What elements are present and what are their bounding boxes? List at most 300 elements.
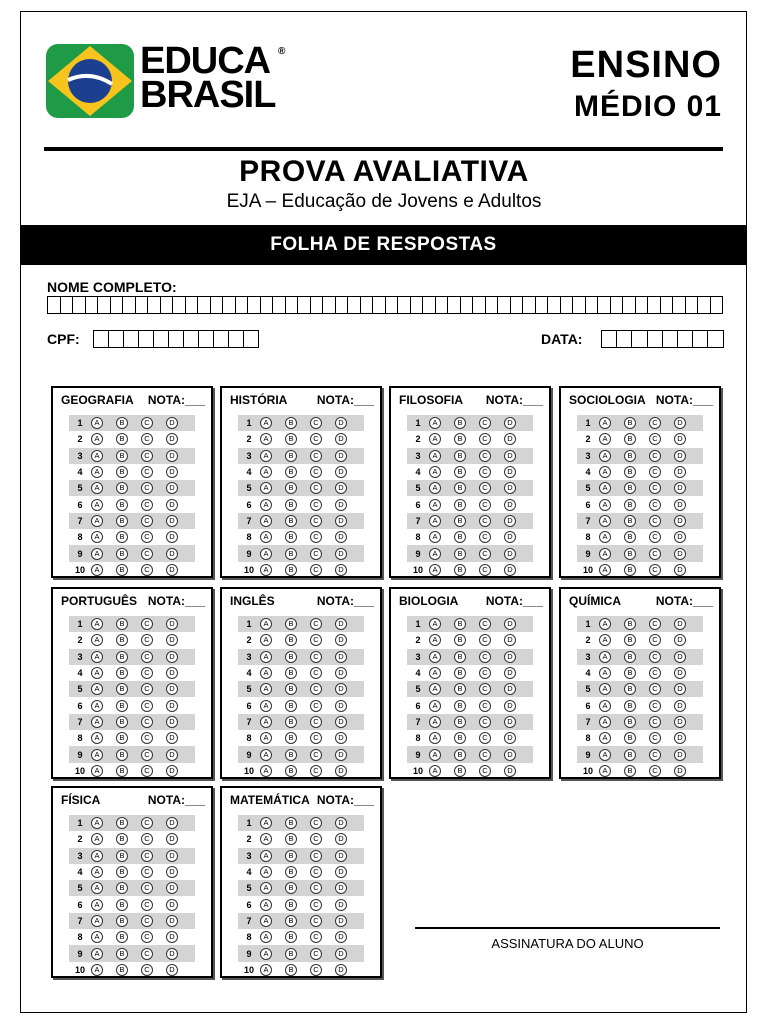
char-box[interactable] (598, 296, 611, 314)
answer-bubble[interactable]: D (674, 499, 686, 511)
name-field[interactable] (47, 296, 723, 314)
answer-bubble[interactable]: B (454, 618, 466, 630)
answer-bubble[interactable]: D (166, 732, 178, 744)
answer-bubble[interactable]: B (285, 634, 297, 646)
answer-bubble[interactable]: C (479, 466, 491, 478)
char-box[interactable] (436, 296, 449, 314)
answer-bubble[interactable]: A (599, 716, 611, 728)
answer-bubble[interactable]: A (429, 732, 441, 744)
answer-bubble[interactable]: D (335, 433, 347, 445)
answer-bubble[interactable]: C (479, 716, 491, 728)
char-box[interactable] (348, 296, 361, 314)
answer-bubble[interactable]: D (674, 634, 686, 646)
answer-bubble[interactable]: A (260, 899, 272, 911)
char-box[interactable] (244, 330, 259, 348)
answer-bubble[interactable]: D (335, 915, 347, 927)
answer-bubble[interactable]: D (166, 531, 178, 543)
answer-bubble[interactable]: C (310, 765, 322, 777)
answer-bubble[interactable]: C (649, 749, 661, 761)
answer-bubble[interactable]: A (260, 866, 272, 878)
answer-bubble[interactable]: C (141, 765, 153, 777)
answer-bubble[interactable]: D (674, 417, 686, 429)
char-box[interactable] (398, 296, 411, 314)
answer-bubble[interactable]: A (91, 634, 103, 646)
answer-bubble[interactable]: C (141, 833, 153, 845)
answer-bubble[interactable]: B (624, 700, 636, 712)
answer-bubble[interactable]: D (335, 749, 347, 761)
answer-bubble[interactable]: C (141, 634, 153, 646)
char-box[interactable] (94, 330, 109, 348)
answer-bubble[interactable]: C (649, 417, 661, 429)
answer-bubble[interactable]: C (649, 531, 661, 543)
answer-bubble[interactable]: A (599, 433, 611, 445)
answer-bubble[interactable]: A (599, 749, 611, 761)
char-box[interactable] (248, 296, 261, 314)
answer-bubble[interactable]: B (454, 466, 466, 478)
char-box[interactable] (273, 296, 286, 314)
answer-bubble[interactable]: A (260, 515, 272, 527)
answer-bubble[interactable]: C (141, 651, 153, 663)
answer-bubble[interactable]: A (91, 899, 103, 911)
char-box[interactable] (86, 296, 99, 314)
answer-bubble[interactable]: B (454, 749, 466, 761)
answer-bubble[interactable]: A (429, 417, 441, 429)
answer-bubble[interactable]: D (504, 564, 516, 576)
answer-bubble[interactable]: B (116, 531, 128, 543)
answer-bubble[interactable]: D (674, 700, 686, 712)
answer-bubble[interactable]: B (285, 716, 297, 728)
answer-bubble[interactable]: B (285, 618, 297, 630)
nota-field[interactable]: NOTA:___ (655, 393, 713, 407)
answer-bubble[interactable]: D (504, 499, 516, 511)
answer-bubble[interactable]: A (599, 564, 611, 576)
answer-bubble[interactable]: D (166, 450, 178, 462)
answer-bubble[interactable]: D (504, 515, 516, 527)
answer-bubble[interactable]: D (674, 765, 686, 777)
answer-bubble[interactable]: B (116, 515, 128, 527)
answer-bubble[interactable]: A (260, 915, 272, 927)
answer-bubble[interactable]: D (166, 466, 178, 478)
answer-bubble[interactable]: B (285, 817, 297, 829)
char-box[interactable] (461, 296, 474, 314)
char-box[interactable] (298, 296, 311, 314)
char-box[interactable] (473, 296, 486, 314)
nota-field[interactable]: NOTA:___ (147, 594, 205, 608)
char-box[interactable] (617, 330, 632, 348)
answer-bubble[interactable]: B (454, 499, 466, 511)
answer-bubble[interactable]: C (649, 450, 661, 462)
answer-bubble[interactable]: C (141, 482, 153, 494)
answer-bubble[interactable]: B (454, 716, 466, 728)
answer-bubble[interactable]: A (599, 634, 611, 646)
answer-bubble[interactable]: A (260, 931, 272, 943)
answer-bubble[interactable]: B (285, 667, 297, 679)
char-box[interactable] (678, 330, 693, 348)
answer-bubble[interactable]: A (91, 716, 103, 728)
answer-bubble[interactable]: A (599, 466, 611, 478)
answer-bubble[interactable]: B (116, 466, 128, 478)
char-box[interactable] (198, 296, 211, 314)
answer-bubble[interactable]: A (91, 667, 103, 679)
answer-bubble[interactable]: B (116, 683, 128, 695)
char-box[interactable] (708, 330, 723, 348)
answer-bubble[interactable]: B (116, 482, 128, 494)
answer-bubble[interactable]: A (260, 683, 272, 695)
nota-field[interactable]: NOTA:___ (485, 594, 543, 608)
char-box[interactable] (123, 296, 136, 314)
char-box[interactable] (161, 296, 174, 314)
answer-bubble[interactable]: B (454, 482, 466, 494)
answer-bubble[interactable]: B (116, 765, 128, 777)
answer-bubble[interactable]: C (141, 915, 153, 927)
answer-bubble[interactable]: D (674, 515, 686, 527)
char-box[interactable] (223, 296, 236, 314)
answer-bubble[interactable]: A (429, 466, 441, 478)
answer-bubble[interactable]: D (335, 667, 347, 679)
answer-bubble[interactable]: C (310, 817, 322, 829)
answer-bubble[interactable]: C (310, 964, 322, 976)
answer-bubble[interactable]: D (674, 482, 686, 494)
answer-bubble[interactable]: C (141, 817, 153, 829)
answer-bubble[interactable]: D (166, 850, 178, 862)
char-box[interactable] (693, 330, 708, 348)
answer-bubble[interactable]: D (335, 866, 347, 878)
char-box[interactable] (611, 296, 624, 314)
answer-bubble[interactable]: C (310, 948, 322, 960)
answer-bubble[interactable]: C (310, 716, 322, 728)
answer-bubble[interactable]: B (624, 667, 636, 679)
answer-bubble[interactable]: B (116, 618, 128, 630)
char-box[interactable] (361, 296, 374, 314)
answer-bubble[interactable]: B (624, 732, 636, 744)
answer-bubble[interactable]: A (599, 548, 611, 560)
char-box[interactable] (261, 296, 274, 314)
answer-bubble[interactable]: A (91, 700, 103, 712)
char-box[interactable] (636, 296, 649, 314)
answer-bubble[interactable]: D (335, 548, 347, 560)
answer-bubble[interactable]: C (141, 964, 153, 976)
answer-bubble[interactable]: A (91, 866, 103, 878)
answer-bubble[interactable]: A (260, 964, 272, 976)
answer-bubble[interactable]: C (310, 749, 322, 761)
answer-bubble[interactable]: D (504, 749, 516, 761)
answer-bubble[interactable]: D (335, 466, 347, 478)
answer-bubble[interactable]: C (649, 716, 661, 728)
answer-bubble[interactable]: D (335, 833, 347, 845)
answer-bubble[interactable]: D (335, 482, 347, 494)
char-box[interactable] (139, 330, 154, 348)
char-box[interactable] (286, 296, 299, 314)
char-box[interactable] (311, 296, 324, 314)
char-box[interactable] (511, 296, 524, 314)
char-box[interactable] (632, 330, 647, 348)
answer-bubble[interactable]: A (91, 817, 103, 829)
answer-bubble[interactable]: B (624, 548, 636, 560)
answer-bubble[interactable]: C (479, 548, 491, 560)
answer-bubble[interactable]: B (116, 749, 128, 761)
answer-bubble[interactable]: C (310, 450, 322, 462)
answer-bubble[interactable]: B (454, 634, 466, 646)
nota-field[interactable]: NOTA:___ (485, 393, 543, 407)
answer-bubble[interactable]: B (624, 564, 636, 576)
answer-bubble[interactable]: C (310, 882, 322, 894)
answer-bubble[interactable]: B (285, 450, 297, 462)
answer-bubble[interactable]: B (454, 548, 466, 560)
answer-bubble[interactable]: A (91, 548, 103, 560)
answer-bubble[interactable]: C (649, 765, 661, 777)
nota-field[interactable]: NOTA:___ (147, 393, 205, 407)
char-box[interactable] (136, 296, 149, 314)
answer-bubble[interactable]: C (649, 515, 661, 527)
answer-bubble[interactable]: A (429, 548, 441, 560)
answer-bubble[interactable]: B (116, 499, 128, 511)
answer-bubble[interactable]: D (166, 716, 178, 728)
answer-bubble[interactable]: C (141, 531, 153, 543)
answer-bubble[interactable]: D (166, 618, 178, 630)
answer-bubble[interactable]: A (260, 817, 272, 829)
answer-bubble[interactable]: D (504, 634, 516, 646)
answer-bubble[interactable]: B (624, 716, 636, 728)
answer-bubble[interactable]: A (599, 499, 611, 511)
answer-bubble[interactable]: A (91, 450, 103, 462)
answer-bubble[interactable]: D (335, 716, 347, 728)
answer-bubble[interactable]: D (335, 417, 347, 429)
answer-bubble[interactable]: C (310, 915, 322, 927)
answer-bubble[interactable]: A (91, 882, 103, 894)
char-box[interactable] (184, 330, 199, 348)
answer-bubble[interactable]: A (260, 882, 272, 894)
char-box[interactable] (523, 296, 536, 314)
answer-bubble[interactable]: A (429, 433, 441, 445)
answer-bubble[interactable]: B (116, 833, 128, 845)
answer-bubble[interactable]: C (649, 651, 661, 663)
answer-bubble[interactable]: B (116, 964, 128, 976)
answer-bubble[interactable]: C (479, 564, 491, 576)
answer-bubble[interactable]: C (310, 683, 322, 695)
char-box[interactable] (199, 330, 214, 348)
answer-bubble[interactable]: B (624, 450, 636, 462)
answer-bubble[interactable]: C (141, 882, 153, 894)
answer-bubble[interactable]: C (310, 866, 322, 878)
answer-bubble[interactable]: A (91, 417, 103, 429)
answer-bubble[interactable]: B (624, 634, 636, 646)
answer-bubble[interactable]: C (141, 466, 153, 478)
answer-bubble[interactable]: D (504, 450, 516, 462)
answer-bubble[interactable]: C (310, 667, 322, 679)
char-box[interactable] (673, 296, 686, 314)
char-box[interactable] (561, 296, 574, 314)
answer-bubble[interactable]: A (260, 482, 272, 494)
answer-bubble[interactable]: A (429, 634, 441, 646)
answer-bubble[interactable]: D (504, 417, 516, 429)
answer-bubble[interactable]: D (674, 450, 686, 462)
answer-bubble[interactable]: D (166, 899, 178, 911)
answer-bubble[interactable]: C (141, 716, 153, 728)
answer-bubble[interactable]: A (91, 651, 103, 663)
answer-bubble[interactable]: C (649, 499, 661, 511)
answer-bubble[interactable]: D (335, 732, 347, 744)
answer-bubble[interactable]: B (285, 899, 297, 911)
signature-line[interactable] (415, 927, 720, 929)
answer-bubble[interactable]: D (504, 651, 516, 663)
answer-bubble[interactable]: C (141, 850, 153, 862)
answer-bubble[interactable]: C (310, 482, 322, 494)
answer-bubble[interactable]: D (504, 716, 516, 728)
answer-bubble[interactable]: D (335, 683, 347, 695)
answer-bubble[interactable]: D (166, 749, 178, 761)
answer-bubble[interactable]: B (285, 433, 297, 445)
answer-bubble[interactable]: D (674, 683, 686, 695)
answer-bubble[interactable]: B (285, 651, 297, 663)
answer-bubble[interactable]: D (166, 948, 178, 960)
answer-bubble[interactable]: B (454, 683, 466, 695)
answer-bubble[interactable]: B (285, 732, 297, 744)
char-box[interactable] (536, 296, 549, 314)
cpf-field[interactable] (93, 330, 259, 348)
char-box[interactable] (386, 296, 399, 314)
char-box[interactable] (169, 330, 184, 348)
answer-bubble[interactable]: D (335, 850, 347, 862)
answer-bubble[interactable]: D (335, 564, 347, 576)
answer-bubble[interactable]: B (454, 667, 466, 679)
answer-bubble[interactable]: A (91, 499, 103, 511)
answer-bubble[interactable]: B (454, 417, 466, 429)
answer-bubble[interactable]: B (285, 882, 297, 894)
answer-bubble[interactable]: A (260, 651, 272, 663)
answer-bubble[interactable]: C (649, 732, 661, 744)
answer-bubble[interactable]: D (166, 833, 178, 845)
answer-bubble[interactable]: D (166, 765, 178, 777)
answer-bubble[interactable]: D (166, 817, 178, 829)
answer-bubble[interactable]: A (260, 466, 272, 478)
answer-bubble[interactable]: D (674, 716, 686, 728)
answer-bubble[interactable]: D (674, 531, 686, 543)
char-box[interactable] (111, 296, 124, 314)
answer-bubble[interactable]: C (141, 948, 153, 960)
answer-bubble[interactable]: B (116, 700, 128, 712)
answer-bubble[interactable]: C (141, 683, 153, 695)
answer-bubble[interactable]: C (479, 482, 491, 494)
answer-bubble[interactable]: C (310, 899, 322, 911)
answer-bubble[interactable]: D (166, 417, 178, 429)
answer-bubble[interactable]: C (141, 866, 153, 878)
answer-bubble[interactable]: C (310, 700, 322, 712)
answer-bubble[interactable]: A (429, 749, 441, 761)
answer-bubble[interactable]: A (429, 482, 441, 494)
answer-bubble[interactable]: C (310, 618, 322, 630)
char-box[interactable] (648, 296, 661, 314)
answer-bubble[interactable]: A (260, 417, 272, 429)
answer-bubble[interactable]: D (166, 515, 178, 527)
answer-bubble[interactable]: A (260, 499, 272, 511)
answer-bubble[interactable]: B (454, 515, 466, 527)
char-box[interactable] (73, 296, 86, 314)
answer-bubble[interactable]: B (454, 564, 466, 576)
answer-bubble[interactable]: D (674, 433, 686, 445)
char-box[interactable] (373, 296, 386, 314)
char-box[interactable] (573, 296, 586, 314)
answer-bubble[interactable]: D (166, 548, 178, 560)
answer-bubble[interactable]: C (649, 548, 661, 560)
answer-bubble[interactable]: C (649, 634, 661, 646)
answer-bubble[interactable]: A (599, 531, 611, 543)
answer-bubble[interactable]: C (141, 450, 153, 462)
answer-bubble[interactable]: C (649, 618, 661, 630)
answer-bubble[interactable]: D (166, 683, 178, 695)
answer-bubble[interactable]: A (260, 700, 272, 712)
answer-bubble[interactable]: D (335, 964, 347, 976)
answer-bubble[interactable]: C (141, 417, 153, 429)
answer-bubble[interactable]: B (116, 882, 128, 894)
answer-bubble[interactable]: B (116, 866, 128, 878)
answer-bubble[interactable]: A (599, 765, 611, 777)
answer-bubble[interactable]: A (599, 683, 611, 695)
answer-bubble[interactable]: A (599, 667, 611, 679)
answer-bubble[interactable]: A (429, 700, 441, 712)
char-box[interactable] (663, 330, 678, 348)
answer-bubble[interactable]: C (479, 651, 491, 663)
nota-field[interactable]: NOTA:___ (316, 793, 374, 807)
answer-bubble[interactable]: B (116, 634, 128, 646)
answer-bubble[interactable]: B (454, 651, 466, 663)
answer-bubble[interactable]: D (166, 564, 178, 576)
answer-bubble[interactable]: D (166, 499, 178, 511)
answer-bubble[interactable]: B (285, 850, 297, 862)
answer-bubble[interactable]: D (166, 634, 178, 646)
char-box[interactable] (323, 296, 336, 314)
answer-bubble[interactable]: C (649, 433, 661, 445)
answer-bubble[interactable]: B (285, 482, 297, 494)
answer-bubble[interactable]: A (429, 667, 441, 679)
answer-bubble[interactable]: A (599, 732, 611, 744)
char-box[interactable] (61, 296, 74, 314)
answer-bubble[interactable]: C (141, 515, 153, 527)
answer-bubble[interactable]: A (91, 915, 103, 927)
char-box[interactable] (586, 296, 599, 314)
char-box[interactable] (236, 296, 249, 314)
nota-field[interactable]: NOTA:___ (655, 594, 713, 608)
answer-bubble[interactable]: C (310, 417, 322, 429)
answer-bubble[interactable]: A (91, 850, 103, 862)
answer-bubble[interactable]: C (649, 667, 661, 679)
answer-bubble[interactable]: C (649, 564, 661, 576)
answer-bubble[interactable]: D (674, 667, 686, 679)
answer-bubble[interactable]: A (260, 732, 272, 744)
answer-bubble[interactable]: B (624, 618, 636, 630)
answer-bubble[interactable]: D (674, 732, 686, 744)
answer-bubble[interactable]: A (599, 515, 611, 527)
answer-bubble[interactable]: D (504, 548, 516, 560)
answer-bubble[interactable]: D (335, 634, 347, 646)
answer-bubble[interactable]: A (91, 433, 103, 445)
answer-bubble[interactable]: A (91, 765, 103, 777)
char-box[interactable] (148, 296, 161, 314)
answer-bubble[interactable]: A (429, 564, 441, 576)
answer-bubble[interactable]: A (429, 651, 441, 663)
answer-bubble[interactable]: C (310, 850, 322, 862)
answer-bubble[interactable]: C (141, 667, 153, 679)
char-box[interactable] (48, 296, 61, 314)
answer-bubble[interactable]: A (260, 531, 272, 543)
answer-bubble[interactable]: A (91, 515, 103, 527)
answer-bubble[interactable]: A (260, 667, 272, 679)
answer-bubble[interactable]: A (599, 417, 611, 429)
answer-bubble[interactable]: D (335, 817, 347, 829)
char-box[interactable] (602, 330, 617, 348)
answer-bubble[interactable]: B (285, 866, 297, 878)
answer-bubble[interactable]: A (260, 850, 272, 862)
answer-bubble[interactable]: B (116, 564, 128, 576)
